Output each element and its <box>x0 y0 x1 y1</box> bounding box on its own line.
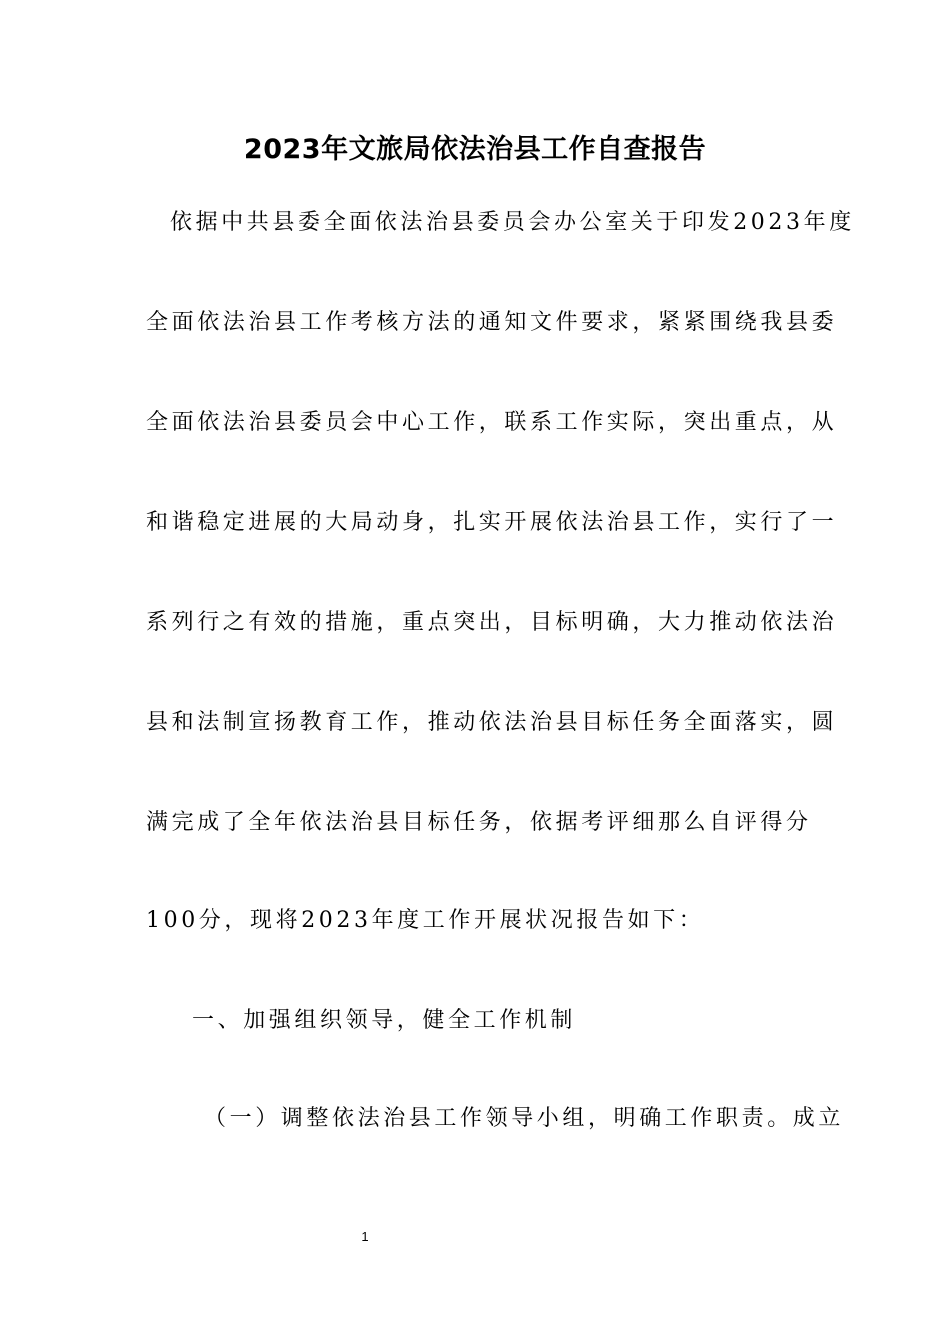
paragraph-line: 县和法制宣扬教育工作，推动依法治县目标任务全面落实，圆 <box>146 710 838 735</box>
page-number: 1 <box>361 1229 369 1244</box>
paragraph-line: 和谐稳定进展的大局动身，扎实开展依法治县工作，实行了一 <box>146 510 838 535</box>
paragraph-line: 满完成了全年依法治县目标任务，依据考评细那么自评得分 <box>146 810 812 835</box>
paragraph-line: 全面依法治县工作考核方法的通知文件要求，紧紧围绕我县委 <box>146 310 838 335</box>
section-heading: 一、加强组织领导，健全工作机制 <box>192 1008 577 1033</box>
paragraph-line: 全面依法治县委员会中心工作，联系工作实际，突出重点，从 <box>146 410 838 435</box>
paragraph-line: 100分，现将2023年度工作开展状况报告如下： <box>146 908 705 933</box>
document-title: 2023年文旅局依法治县工作自查报告 <box>243 134 707 165</box>
subsection-heading: （一）调整依法治县工作领导小组，明确工作职责。成立 <box>204 1106 845 1131</box>
paragraph-line: 依据中共县委全面依法治县委员会办公室关于印发2023年度 <box>170 210 855 235</box>
paragraph-line: 系列行之有效的措施，重点突出，目标明确，大力推动依法治 <box>146 610 838 635</box>
